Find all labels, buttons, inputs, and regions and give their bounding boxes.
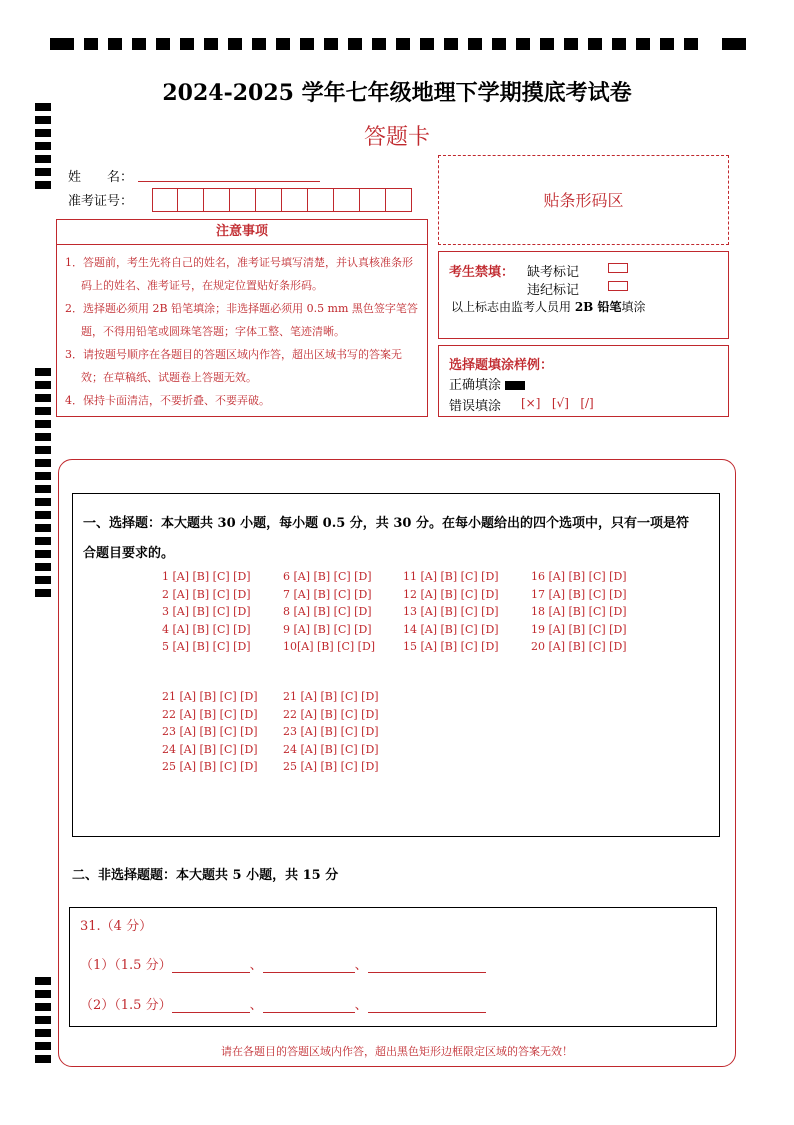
choice-row[interactable]: 20 [A] [B] [C] [D]: [531, 640, 627, 653]
correct-fill-label: 正确填涂: [449, 374, 525, 393]
choice-row[interactable]: 4 [A] [B] [C] [D]: [162, 622, 251, 636]
timing-mark: [35, 420, 51, 428]
timing-mark: [35, 990, 51, 998]
name-label: 姓 名：: [68, 170, 134, 185]
timing-mark: [35, 550, 51, 558]
choice-row[interactable]: 21 [A] [B] [C] [D]: [162, 690, 258, 703]
timing-mark: [660, 38, 674, 50]
notice-item-3: 3．请按题号顺序在各题目的答题区域内作答，超出区域书写的答案无效；在草稿纸、试题卷上答题无效。: [65, 348, 402, 384]
timing-mark: [35, 381, 51, 389]
exam-id-digit-box[interactable]: [152, 188, 178, 212]
choice-row[interactable]: 18 [A] [B] [C] [D]: [531, 605, 627, 618]
timing-mark: [588, 38, 602, 50]
choice-row[interactable]: 11 [A] [B] [C] [D]: [403, 570, 499, 583]
exam-id-boxes[interactable]: [152, 188, 412, 212]
section2-heading: 二、非选择题题：本大题共 5 小题，共 15 分: [72, 868, 339, 883]
timing-mark: [84, 38, 98, 50]
timing-mark: [35, 472, 51, 480]
absent-mark-box[interactable]: [594, 260, 628, 275]
ban-note: 以上标志由监考人员用 2B 铅笔填涂: [451, 300, 646, 314]
timing-mark: [35, 576, 51, 584]
notice-item-2: 2．选择题必须用 2B 铅笔填涂；非选择题必须用 0.5 mm 黑色签字笔答题，不得用铅笔或圆珠笔答题；字体工整、笔迹清晰。: [65, 302, 418, 338]
timing-mark: [132, 38, 146, 50]
timing-mark: [35, 446, 51, 454]
timing-mark: [35, 524, 51, 532]
timing-mark: [684, 38, 698, 50]
q31-part1-blank-3[interactable]: [368, 958, 486, 973]
page-subtitle: 答题卡: [363, 125, 430, 150]
page-title: 2024-2025 学年七年级地理下学期摸底考试卷: [162, 80, 632, 106]
timing-mark: [35, 368, 51, 376]
timing-mark: [300, 38, 314, 50]
timing-mark: [516, 38, 530, 50]
wrong-fill-label: 错误填涂: [449, 399, 502, 414]
q31-part1-blank-2[interactable]: [263, 958, 355, 973]
notice-panel: [56, 219, 428, 417]
timing-mark: [35, 433, 51, 441]
exam-id-digit-box[interactable]: [282, 188, 308, 212]
example-heading: 选择题填涂样例：: [449, 358, 554, 373]
timing-mark: [276, 38, 290, 50]
q31-part2-blank-1[interactable]: [172, 998, 250, 1013]
choice-row[interactable]: 22 [A] [B] [C] [D]: [162, 707, 258, 721]
timing-mark: [444, 38, 458, 50]
exam-id-digit-box[interactable]: [308, 188, 334, 212]
timing-mark: [348, 38, 362, 50]
violation-label: 违纪标记: [527, 283, 580, 298]
timing-mark: [35, 155, 51, 163]
exam-id-digit-box[interactable]: [334, 188, 360, 212]
exam-id-digit-box[interactable]: [386, 188, 412, 212]
choice-row[interactable]: 16 [A] [B] [C] [D]: [531, 570, 627, 583]
choice-row[interactable]: 23 [A] [B] [C] [D]: [283, 725, 379, 738]
timing-mark: [108, 38, 122, 50]
timing-mark: [35, 485, 51, 493]
timing-mark: [228, 38, 242, 50]
timing-mark: [252, 38, 266, 50]
choice-row[interactable]: 6 [A] [B] [C] [D]: [283, 570, 372, 583]
wrong-fill-samples: [×] [√] [/]: [521, 396, 594, 410]
timing-mark: [35, 1016, 51, 1024]
timing-mark: [35, 407, 51, 415]
ban-label: 考生禁填：: [449, 265, 515, 280]
left-timing-marks-middle: [35, 368, 51, 600]
timing-mark: [35, 1029, 51, 1037]
timing-mark: [35, 977, 51, 985]
choice-row[interactable]: 1 [A] [B] [C] [D]: [162, 570, 251, 583]
choice-row[interactable]: 24 [A] [B] [C] [D]: [162, 742, 258, 756]
barcode-area: [438, 155, 729, 245]
question-31-box: [69, 907, 717, 1027]
correct-fill-sample: [505, 381, 525, 390]
choice-row[interactable]: 9 [A] [B] [C] [D]: [283, 622, 372, 636]
timing-mark: [50, 38, 74, 50]
timing-mark: [372, 38, 386, 50]
exam-id-digit-box[interactable]: [230, 188, 256, 212]
q31-part2-blank-2[interactable]: [263, 998, 355, 1013]
timing-mark: [564, 38, 578, 50]
exam-id-digit-box[interactable]: [360, 188, 386, 212]
timing-mark: [612, 38, 626, 50]
footer-warning: 请在各题目的答题区域内作答，超出黑色矩形边框限定区域的答案无效！: [221, 1045, 573, 1058]
choice-row[interactable]: 14 [A] [B] [C] [D]: [403, 622, 499, 636]
name-field[interactable]: [138, 181, 320, 182]
timing-mark: [420, 38, 434, 50]
q31-part2: （2）（1.5 分） 、 、: [80, 994, 486, 1013]
timing-mark: [35, 537, 51, 545]
timing-mark: [156, 38, 170, 50]
timing-mark: [35, 394, 51, 402]
timing-mark: [35, 181, 51, 189]
choice-row[interactable]: 25 [A] [B] [C] [D]: [162, 760, 258, 773]
choice-row[interactable]: 5 [A] [B] [C] [D]: [162, 640, 251, 653]
timing-mark: [540, 38, 554, 50]
timing-mark: [468, 38, 482, 50]
fill-example-panel: [438, 345, 729, 417]
choice-row[interactable]: 15 [A] [B] [C] [D]: [403, 640, 499, 653]
timing-mark: [396, 38, 410, 50]
choice-row[interactable]: 19 [A] [B] [C] [D]: [531, 622, 627, 636]
absent-label: 缺考标记: [527, 265, 580, 280]
timing-mark: [35, 459, 51, 467]
q31-part2-blank-3[interactable]: [368, 998, 486, 1013]
choice-row[interactable]: 13 [A] [B] [C] [D]: [403, 605, 499, 618]
section1-instruction-line1: 一、选择题：本大题共 30 小题，每小题 0.5 分，共 30 分。在每小题给出的四个选项中，只有一项是符: [83, 516, 689, 531]
examinee-ban-panel: [438, 251, 729, 339]
q31-title: 31.（4 分）: [80, 919, 153, 934]
choice-row[interactable]: 21 [A] [B] [C] [D]: [283, 690, 379, 703]
timing-mark: [35, 1003, 51, 1011]
exam-id-digit-box[interactable]: [178, 188, 204, 212]
section1-choice-box: [72, 493, 720, 837]
choice-row[interactable]: 24 [A] [B] [C] [D]: [283, 742, 379, 756]
section1-instruction-line2: 合题目要求的。: [83, 546, 175, 561]
timing-mark: [35, 498, 51, 506]
violation-mark-box[interactable]: [594, 278, 628, 293]
q31-part1-blank-1[interactable]: [172, 958, 250, 973]
choice-row[interactable]: 22 [A] [B] [C] [D]: [283, 707, 379, 721]
top-timing-marks: [50, 38, 746, 52]
timing-mark: [324, 38, 338, 50]
choice-row[interactable]: 7 [A] [B] [C] [D]: [283, 587, 372, 601]
timing-mark: [492, 38, 506, 50]
notice-item-4: 4．保持卡面清洁，不要折叠、不要弄破。: [65, 394, 270, 407]
choice-row[interactable]: 12 [A] [B] [C] [D]: [403, 587, 499, 601]
timing-mark: [636, 38, 650, 50]
timing-mark: [180, 38, 194, 50]
exam-id-digit-box[interactable]: [204, 188, 230, 212]
barcode-label: 贴条形码区: [543, 191, 624, 210]
timing-mark: [204, 38, 218, 50]
timing-mark: [722, 38, 746, 50]
exam-id-digit-box[interactable]: [256, 188, 282, 212]
timing-mark: [35, 563, 51, 571]
choice-row[interactable]: 25 [A] [B] [C] [D]: [283, 760, 379, 773]
choice-row[interactable]: 8 [A] [B] [C] [D]: [283, 605, 372, 618]
timing-mark: [35, 589, 51, 597]
choice-row[interactable]: 17 [A] [B] [C] [D]: [531, 587, 627, 601]
notice-heading: 注意事项: [57, 220, 427, 245]
choice-row[interactable]: 2 [A] [B] [C] [D]: [162, 587, 251, 601]
timing-mark: [35, 168, 51, 176]
choice-row[interactable]: 3 [A] [B] [C] [D]: [162, 605, 251, 618]
exam-id-label: 准考证号：: [68, 194, 134, 209]
timing-mark: [35, 511, 51, 519]
notice-item-1: 1．答题前，考生先将自己的姓名，准考证号填写清楚，并认真核准条形码上的姓名、准考证号，在规定位置贴好条形码。: [65, 256, 413, 292]
choice-row[interactable]: 10[A] [B] [C] [D]: [283, 640, 376, 653]
q31-part1: （1）（1.5 分） 、 、: [80, 954, 486, 973]
choice-row[interactable]: 23 [A] [B] [C] [D]: [162, 725, 258, 738]
